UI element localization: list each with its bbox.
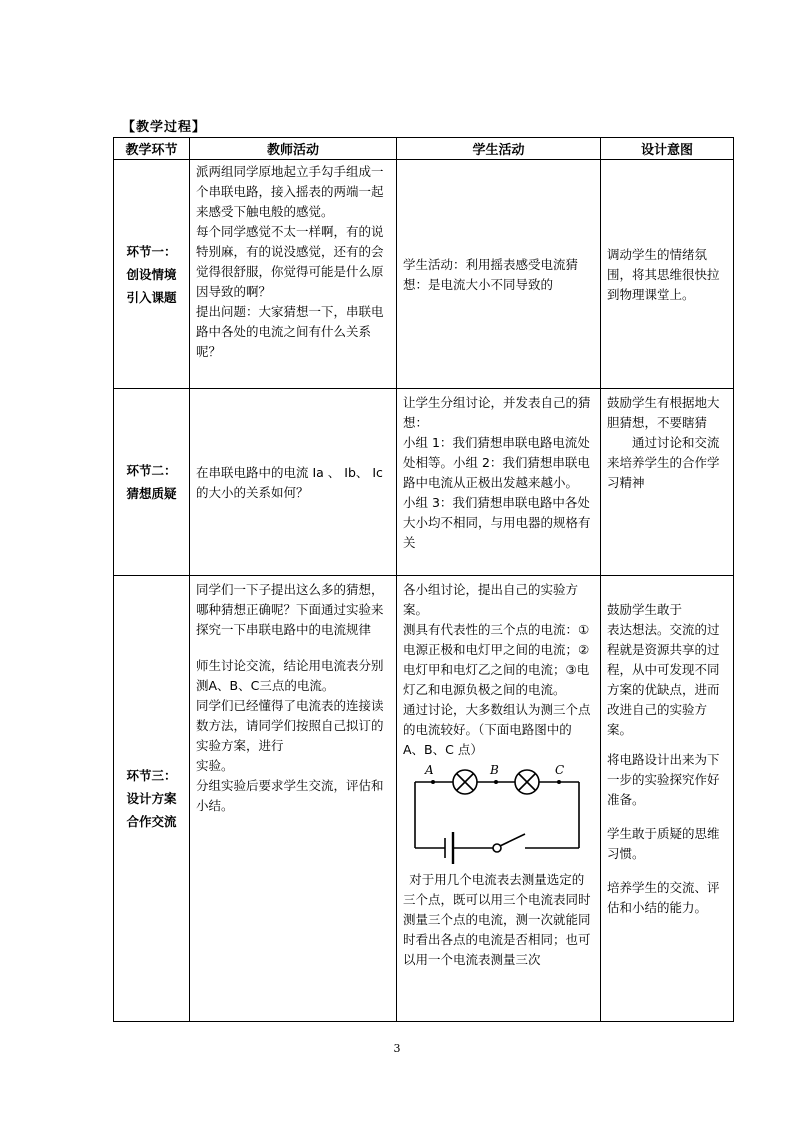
student-text: 小组 1：我们猜想串联电路电流处处相等。小组 2：我们猜想串联电路中电流从正极出发越来越小。	[403, 435, 590, 490]
intent-text: 鼓励学生敢于	[607, 602, 683, 617]
intent-text: 鼓励学生有根据地大胆猜想，不要瞎猜	[607, 395, 720, 430]
student-text: 各小组讨论，提出自己的实验方案。	[403, 582, 579, 617]
stage-line: 创设情境	[126, 266, 177, 282]
student-text: 对于用几个电流表去测量选定的三个点，既可以用三个电流表同时测量三个点的电流，测一次就能同时看出各点的电流是否相同；也可以用一个电流表测量三次	[403, 872, 591, 967]
stage-line: 合作交流	[126, 814, 177, 829]
teacher-cell	[190, 576, 397, 1022]
stage-line: 引入课题	[126, 289, 177, 305]
circuit-label-b: B	[490, 763, 499, 777]
intent-text: 将电路设计出来为下一步的实验探究作好准备。	[607, 752, 720, 807]
teacher-cell	[190, 389, 397, 576]
teacher-text: 师生讨论交流，结论用电流表分别测A、B、C三点的电流。	[196, 658, 384, 693]
stage-cell	[114, 389, 190, 576]
teacher-text: 每个同学感觉不太一样啊，有的说特别麻，有的说没感觉，还有的会觉得很舒服，你觉得可能是什么原因导致的啊？	[196, 224, 384, 299]
student-text: 让学生分组讨论，并发表自己的猜想：	[403, 395, 591, 430]
header-teacher: 教师活动	[190, 138, 397, 160]
stage-line: 环节二：	[126, 463, 177, 478]
stage-line: 环节一：	[126, 243, 177, 259]
intent-text: 学生敢于质疑的思维习惯。	[607, 826, 720, 861]
teaching-process-table	[113, 137, 734, 1022]
student-cell	[397, 160, 601, 389]
student-cell	[397, 389, 601, 576]
table-row	[114, 160, 734, 389]
table-row	[114, 576, 734, 1022]
page-number: 3	[393, 1042, 401, 1055]
student-text: 通过讨论，大多数组认为测三个点的电流较好。（下面电路图中的 A、B、C 点）	[403, 702, 591, 757]
teacher-text: 同学们已经懂得了电流表的连接读数方法，请同学们按照自己拟订的实验方案，进行	[196, 698, 384, 753]
header-student: 学生活动	[397, 138, 601, 160]
header-intent: 设计意图	[601, 138, 734, 160]
student-cell	[397, 576, 601, 1022]
student-text: 学生活动：利用摇表感受电流猜想：是电流大小不同导致的	[403, 257, 579, 292]
series-circuit-diagram	[407, 762, 597, 866]
teacher-text: 分组实验后要求学生交流，评估和小结。	[196, 778, 384, 813]
stage-line: 环节三：	[126, 768, 177, 783]
student-text: 测具有代表性的三个点的电流：①电源正极和电灯甲之间的电流；②电灯甲和电灯乙之间的电流；③电灯乙和电源负极之间的电流。	[403, 622, 590, 697]
stage-cell	[114, 576, 190, 1022]
table-row	[114, 389, 734, 576]
teacher-text: 同学们一下子提出这么多的猜想，哪种猜想正确呢？下面通过实验来探究一下串联电路中的电流规律	[196, 582, 384, 637]
intent-cell	[601, 576, 734, 1022]
intent-text: 表达想法。交流的过程就是资源共享的过程，从中可发现不同方案的优缺点，进而改进自己的实验方案。	[607, 622, 720, 737]
teacher-text: 提出问题：大家猜想一下，串联电路中各处的电流之间有什么关系呢？	[196, 304, 384, 359]
circuit-label-a: A	[425, 763, 434, 777]
stage-line: 猜想质疑	[126, 486, 177, 501]
intent-text: 通过讨论和交流来培养学生的合作学习精神	[607, 435, 720, 490]
intent-text: 调动学生的情绪氛围，将其思维很快拉到物理课堂上。	[607, 247, 720, 302]
intent-cell	[601, 160, 734, 389]
stage-line: 设计方案	[126, 791, 177, 806]
student-text: 小组 3：我们猜想串联电路中各处大小均不相同，与用电器的规格有关	[403, 495, 591, 550]
table-header-row	[114, 138, 734, 160]
stage-cell	[114, 160, 190, 389]
circuit-label-c: C	[555, 763, 565, 777]
teacher-text: 在串联电路中的电流 Ia 、 Ib、 Ic的大小的关系如何？	[196, 465, 383, 500]
intent-cell	[601, 389, 734, 576]
teacher-cell	[190, 160, 397, 389]
teacher-text: 实验。	[196, 758, 234, 773]
intent-text: 培养学生的交流、评估和小结的能力。	[607, 880, 720, 915]
section-title: 【教学过程】	[122, 120, 207, 135]
teacher-text: 派两组同学原地起立手勾手组成一个串联电路，接入摇表的两端一起来感受下触电般的感觉。	[196, 164, 384, 219]
header-stage: 教学环节	[114, 138, 190, 160]
